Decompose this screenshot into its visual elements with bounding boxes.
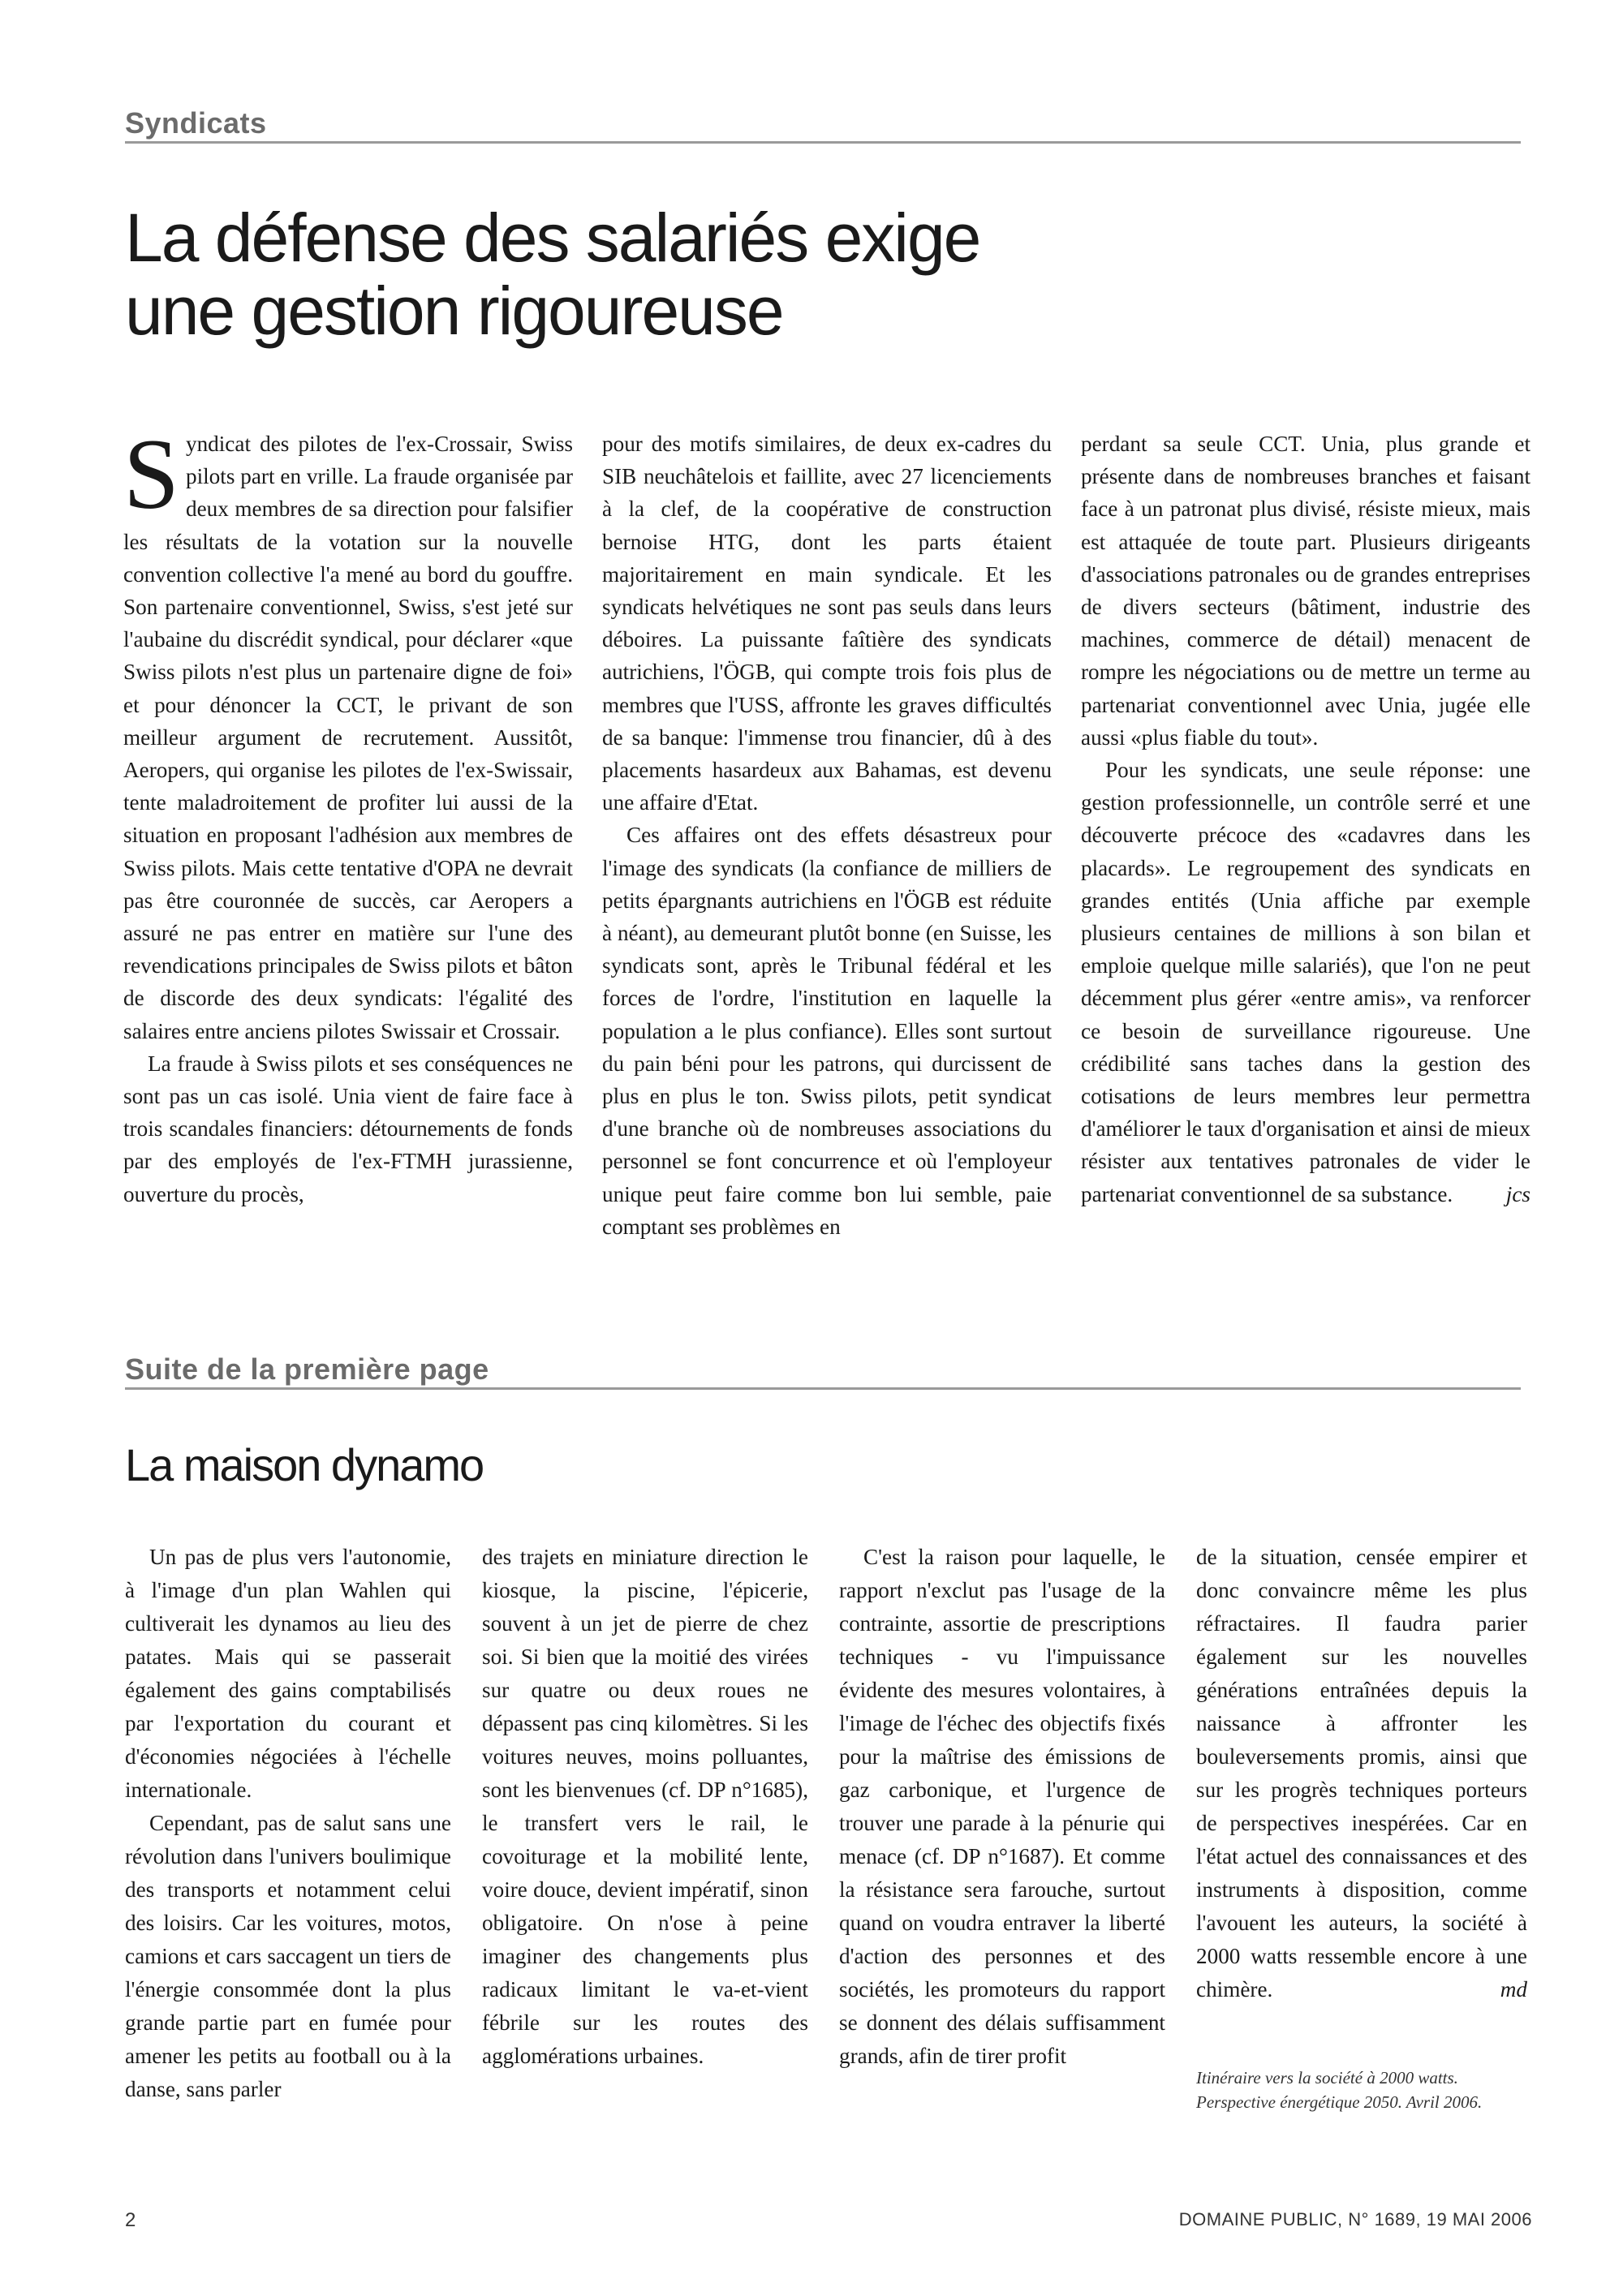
article-title xyxy=(125,201,1342,347)
caption-line-1: Itinéraire vers la société à 2000 watts. xyxy=(1196,2068,1458,2087)
paragraph: Cependant, pas de salut sans une révolution dans l'univers boulimique des transports et notamment celui des loisirs. Car les voitures, motos, camions et cars saccagent un tiers de l'énergie consommée dont la plus grande partie part en fumée pour amener les petits au football ou à la danse, sans parler xyxy=(125,1811,451,2101)
drop-cap: S xyxy=(123,419,179,530)
paragraph: C'est la raison pour laquelle, le rapport n'exclut pas l'usage de la contrainte, assortie de prescriptions techniques - vu l'impuissance évidente des mesures volontaires, à l'image de l'échec des objectifs fixés pour la maîtrise des émissions de gaz carbonique, et l'urgence de trouver une parade à la pénurie qui menace (cf. DP n°1687). Et comme la résistance sera farouche, surtout quand on voudra entraver la liberté d'action des personnes et des sociétés, les promoteurs du rapport se donnent des délais suffisamment grands, afin de tirer profit xyxy=(839,1545,1165,2068)
article-title-line-1: La défense des salariés exige xyxy=(125,200,980,276)
paragraph: pour des motifs similaires, de deux ex-cadres du SIB neuchâtelois et faillite, avec 27 licenciements à la clef, de la coopérative de construction bernoise HTG, dont les parts étaient majoritairement en main syndicale. Et les syndicats helvétiques ne sont pas seuls dans leurs déboires. La puissante faîtière des syndicats autrichiens, l'ÖGB, qui compte trois fois plus de membres que l'USS, affronte les graves difficultés de sa banque: l'immense trou financier, dû à des placements hasardeux aux Bahamas, est devenu une affaire d'Etat. xyxy=(602,432,1052,815)
paragraph: Un pas de plus vers l'autonomie, à l'image d'un plan Wahlen qui cultiverait les dynamos au lieu des patates. Mais qui se passerait également des gains comptabilisés par l'exportation du courant et d'économies négociées à l'échelle internationale. xyxy=(125,1545,451,1802)
paragraph-text: yndicat des pilotes de l'ex-Crossair, Swiss pilots part en vrille. La fraude organisée par deux membres de sa direction pour falsifier les résultats de la votation sur la nouvelle convention collective l'a mené au bord du gouffre. Son partenaire conventionnel, Swiss, s'est jeté sur l'aubaine du discrédit syndical, pour déclarer «que Swiss pilots n'est plus un partenaire digne de foi» et pour dénoncer la CCT, le privant de son meilleur argument de recrutement. Aussitôt, Aeropers, qui organise les pilotes de l'ex-Swissair, tente maladroitement de profiter lui aussi de la situation en proposant l'adhésion aux membres de Swiss pilots. Mais cette tentative d'OPA ne devrait pas être couronnée de succès, car Aeropers a assuré ne pas entrer en matière sur l'une des revendications principales de Swiss pilots et bâton de discorde des deux syndicats: l'égalité des salaires entre anciens pilotes Swissair et Crossair. xyxy=(123,432,573,1043)
article-column-2 xyxy=(602,428,1052,1243)
article-title-line-2: une gestion rigoureuse xyxy=(125,273,783,349)
author-signature: md xyxy=(1500,1977,1527,2001)
section-kicker-suite: Suite de la première page xyxy=(125,1353,1521,1390)
article2-column-4 xyxy=(1196,1541,1527,2006)
paragraph: La fraude à Swiss pilots et ses conséquences ne sont pas un cas isolé. Unia vient de faire face à trois scandales financiers: détournements de fonds par des employés de l'ex-FTMH jurassienne, ouverture du procès, xyxy=(123,1051,573,1206)
section-kicker-syndicats: Syndicats xyxy=(125,107,1521,144)
caption-line-2: Perspective énergétique 2050. Avril 2006. xyxy=(1196,2092,1483,2112)
article-column-3 xyxy=(1081,428,1530,1210)
paragraph: des trajets en miniature direction le kiosque, la piscine, l'épicerie, souvent à un jet de pierre de chez soi. Si bien que la moitié des virées sur quatre ou deux roues ne dépassent pas cinq kilomètres. Si les voitures neuves, moins polluantes, sont les bienvenues (cf. DP n°1685), le transfert vers le rail, le covoiturage et la mobilité lente, voire douce, devient impératif, sinon obligatoire. On n'ose à peine imaginer des changements plus radicaux limitant le va-et-vient fébrile sur les routes des agglomérations urbaines. xyxy=(482,1545,808,2068)
paragraph xyxy=(1196,1541,1527,2006)
paragraph: perdant sa seule CCT. Unia, plus grande et présente dans de nombreuses branches et faisant face à un patronat plus divisé, résiste mieux, mais est attaquée de toute part. Plusieurs dirigeants d'associations patronales ou de grandes entreprises de divers secteurs (bâtiment, industrie des machines, commerce de détail) menacent de rompre les négociations ou de mettre un terme au partenariat conventionnel avec Unia, jugée elle aussi «plus fiable du tout». xyxy=(1081,432,1530,750)
publication-footer: DOMAINE PUBLIC, N° 1689, 19 MAI 2006 xyxy=(1178,2209,1532,2229)
author-signature: jcs xyxy=(1505,1181,1530,1206)
source-caption xyxy=(1196,2066,1529,2114)
paragraph-text: de la situation, censée empirer et donc convaincre même les plus réfractaires. Il faudra parier également sur les nouvelles générations entraînées depuis la naissance à affronter les bouleversements promis, ainsi que sur les progrès techniques porteurs de perspectives inespérées. Car en l'état actuel des connaissances et des instruments à disposition, comme l'avouent les auteurs, la société à 2000 watts ressemble encore à une chimère. xyxy=(1196,1545,1527,2001)
article2-column-1 xyxy=(125,1541,451,2106)
paragraph: Ces affaires ont des effets désastreux pour l'image des syndicats (la confiance de milliers de petits épargnants autrichiens en l'ÖGB est réduite à néant), au demeurant plutôt bonne (en Suisse, les syndicats sont, après le Tribunal fédéral et les forces de l'ordre, l'institution en laquelle la population a le plus confiance). Elles sont surtout du pain béni pour les patrons, qui durcissent de plus en plus le ton. Swiss pilots, petit syndicat d'une branche où de nombreuses associations du personnel se font concurrence et où l'employeur unique peut faire comme bon lui semble, paie comptant ses problèmes en xyxy=(602,823,1052,1239)
paragraph xyxy=(1081,754,1530,1210)
article-column-1 xyxy=(123,419,573,1210)
page-number: 2 xyxy=(125,2209,136,2231)
article2-column-3 xyxy=(839,1541,1165,2073)
article2-column-2 xyxy=(482,1541,808,2073)
paragraph xyxy=(123,419,573,1047)
article-title-dynamo: La maison dynamo xyxy=(125,1439,484,1490)
paragraph-text: Pour les syndicats, une seule réponse: une gestion professionnelle, un contrôle serré et une découverte précoce des «cadavres dans les placards». Le regroupement des syndicats en grandes entités (Unia affiche par exemple plusieurs centaines de millions à son bilan et emploie quelque mille salariés), que l'on ne peut décemment plus gérer «entre amis», va renforcer ce besoin de surveillance rigoureuse. Une crédibilité sans taches dans la gestion des cotisations de leurs membres leur permettra d'améliorer le taux d'organisation et ainsi de mieux résister aux tentatives patronales de vider le partenariat conventionnel de sa substance. xyxy=(1081,758,1530,1206)
